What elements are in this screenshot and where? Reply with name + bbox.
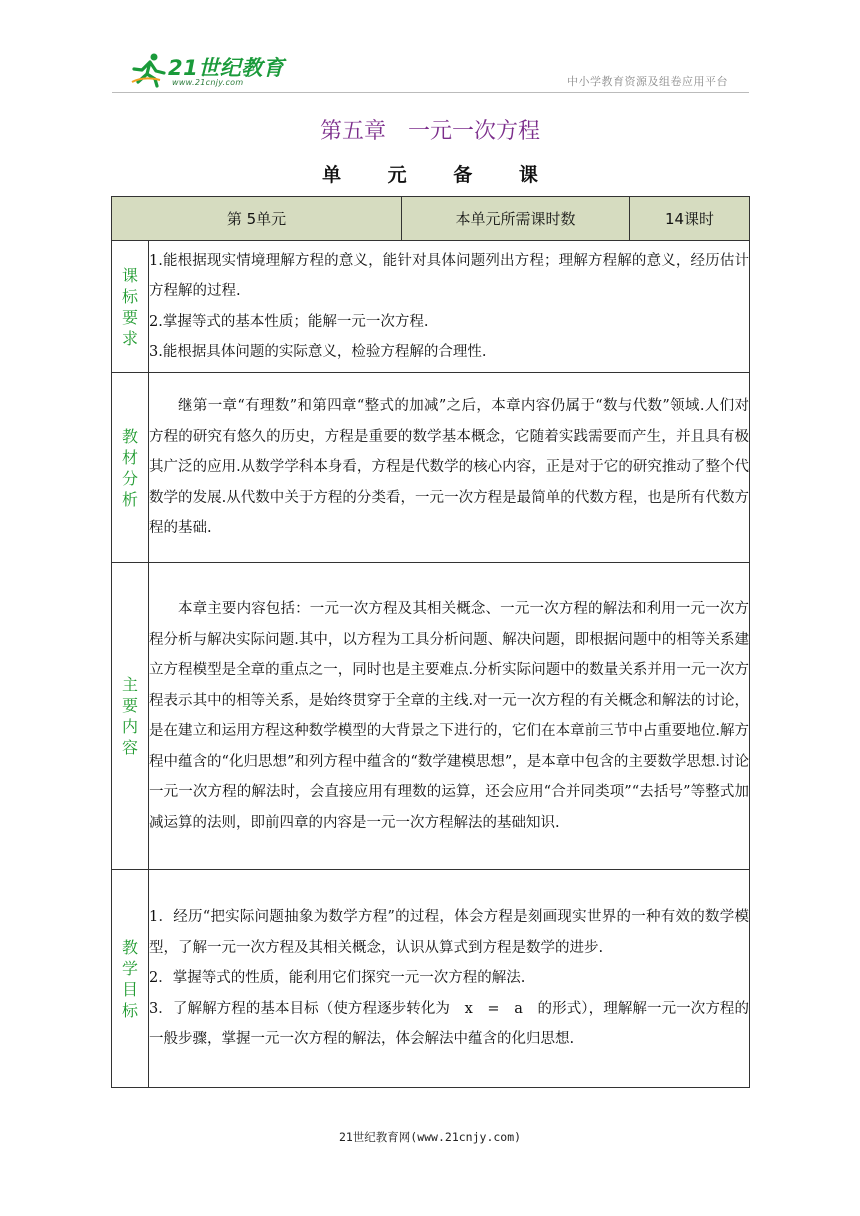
paragraph: 本章主要内容包括：一元一次方程及其相关概念、一元一次方程的解法和利用一元一次方程分析与解决实际问题.其中，以方程为工具分析问题、解决问题，即根据问题中的相等关系建立方程模型是全章的重点之一，同时也是主要难点.分析实际问题中的数量关系并用一元一次方程表示其中的相等关系，是始终贯穿于全章的主线.对一元一次方程的有关概念和解法的讨论，是在建立和运用方程这种数学模型的大背景之下进行的，它们在本章前三节中占重要地位.解方程中蕴含的“化归思想”和列方程中蕴含的“数学建模思想”，是本章中包含的主要数学思想.讨论一元一次方程的解法时，会直接应用有理数的运算，还会应用“合并同类项”“去括号”等整式加减运算的法则，即前四章的内容是一元一次方程解法的基础知识.	[149, 601, 749, 831]
section-row-textbook-analysis	[112, 373, 750, 563]
section-label: 教学目标	[112, 870, 149, 1088]
hours-value-cell: 14课时	[630, 197, 750, 241]
section-label: 主要内容	[112, 563, 149, 870]
section-row-standards	[112, 241, 750, 373]
paragraph: 继第一章“有理数”和第四章“整式的加减”之后，本章内容仍属于“数与代数”领域.人们对方程的研究有悠久的历史，方程是重要的数学基本概念，它随着实践需要而产生，并且具有极其广泛的应用.从数学学科本身看，方程是代数学的核心内容，正是对于它的研究推动了整个代数学的发展.从代数中关于方程的分类看，一元一次方程是最简单的代数方程，也是所有代数方程的基础.	[149, 398, 749, 537]
logo	[130, 52, 290, 92]
section-content	[149, 373, 750, 563]
section-row-main-content	[112, 563, 750, 870]
hours-label-cell: 本单元所需课时数	[402, 197, 630, 241]
list-item: 1．经历“把实际问题抽象为数学方程”的过程，体会方程是刻画现实世界的一种有效的数学模型，了解一元一次方程及其相关概念，认识从算式到方程是数学的进步.	[149, 909, 749, 956]
list-item: 1.能根据现实情境理解方程的意义，能针对具体问题列出方程；理解方程解的意义，经历估计方程解的过程.	[149, 252, 749, 299]
table-header-row	[112, 197, 750, 241]
runner-logo-icon	[130, 52, 170, 88]
logo-text: 21世纪教育	[168, 56, 285, 80]
unit-plan-table	[111, 196, 750, 1088]
logo-url: www.21cnjy.com	[172, 78, 244, 87]
list-item: 3．了解解方程的基本目标（使方程逐步转化为 x = a 的形式），理解解一元一次方程的一般步骤，掌握一元一次方程的解法，体会解法中蕴含的化归思想.	[149, 1000, 749, 1048]
unit-cell: 第 5单元	[112, 197, 402, 241]
unit-title: 单 元 备 课	[322, 164, 558, 186]
section-content	[149, 563, 750, 870]
platform-name: 中小学教育资源及组卷应用平台	[567, 75, 728, 88]
list-item: 2．掌握等式的性质，能利用它们探究一元一次方程的解法.	[149, 970, 526, 987]
footer-text: 21世纪教育网(www.21cnjy.com)	[338, 1130, 522, 1144]
header-divider	[112, 92, 749, 93]
section-content	[149, 241, 750, 373]
list-item: 2.掌握等式的基本性质；能解一元一次方程.	[149, 313, 429, 330]
section-content	[149, 870, 750, 1088]
list-item: 3.能根据具体问题的实际意义，检验方程解的合理性.	[149, 344, 487, 360]
section-label: 教材分析	[112, 373, 149, 563]
section-row-teaching-goals	[112, 870, 750, 1088]
section-label: 课标要求	[112, 241, 149, 373]
chapter-title: 第五章 一元一次方程	[319, 119, 540, 144]
